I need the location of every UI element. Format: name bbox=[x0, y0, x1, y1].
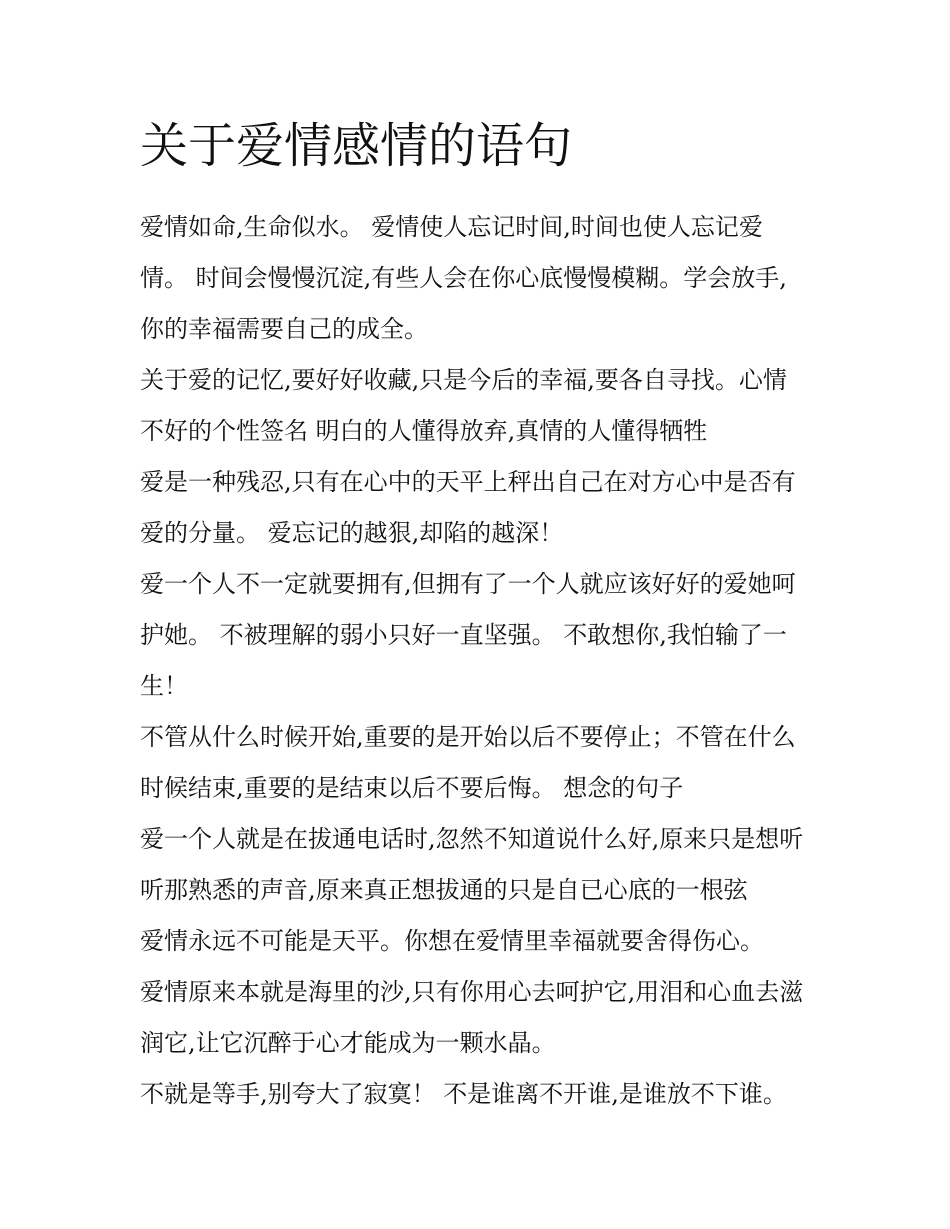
document-title: 关于爱情感情的语句 bbox=[140, 118, 573, 174]
paragraph: 爱情如命,生命似水。 爱情使人忘记时间,时间也使人忘记爱情。 时间会慢慢沉淀,有些人会在你心底慢慢模糊。学会放手,你的幸福需要自己的成全。 bbox=[140, 213, 787, 343]
paragraph: 不管从什么时候开始,重要的是开始以后不要停止；不管在什么时候结束,重要的是结束以后不要后悔。 想念的句子 bbox=[140, 723, 796, 802]
document-body bbox=[140, 202, 810, 1120]
paragraph: 爱是一种残忍,只有在心中的天平上秤出自己在对方心中是否有爱的分量。 爱忘记的越狠,却陷的越深！ bbox=[140, 468, 796, 547]
paragraph: 不就是等手,别夸大了寂寞！ 不是谁离不开谁,是谁放不下谁。 bbox=[140, 1080, 787, 1108]
paragraph: 爱一个人就是在拔通电话时,忽然不知道说什么好,原来只是想听听那熟悉的声音,原来真正想拔通的只是自已心底的一根弦 bbox=[140, 825, 804, 904]
document-page bbox=[140, 112, 810, 1120]
paragraph: 爱情永远不可能是天平。你想在爱情里幸福就要舍得伤心。 bbox=[140, 927, 764, 955]
paragraph: 爱一个人不一定就要拥有,但拥有了一个人就应该好好的爱她呵护她。 不被理解的弱小只好一直坚强。 不敢想你,我怕输了一生！ bbox=[140, 570, 796, 700]
paragraph: 爱情原来本就是海里的沙,只有你用心去呵护它,用泪和心血去滋润它,让它沉醉于心才能成为一颗水晶。 bbox=[140, 978, 804, 1057]
paragraph: 关于爱的记忆,要好好收藏,只是今后的幸福,要各自寻找。心情不好的个性签名 明白的人懂得放弃,真情的人懂得牺牲 bbox=[140, 366, 787, 445]
